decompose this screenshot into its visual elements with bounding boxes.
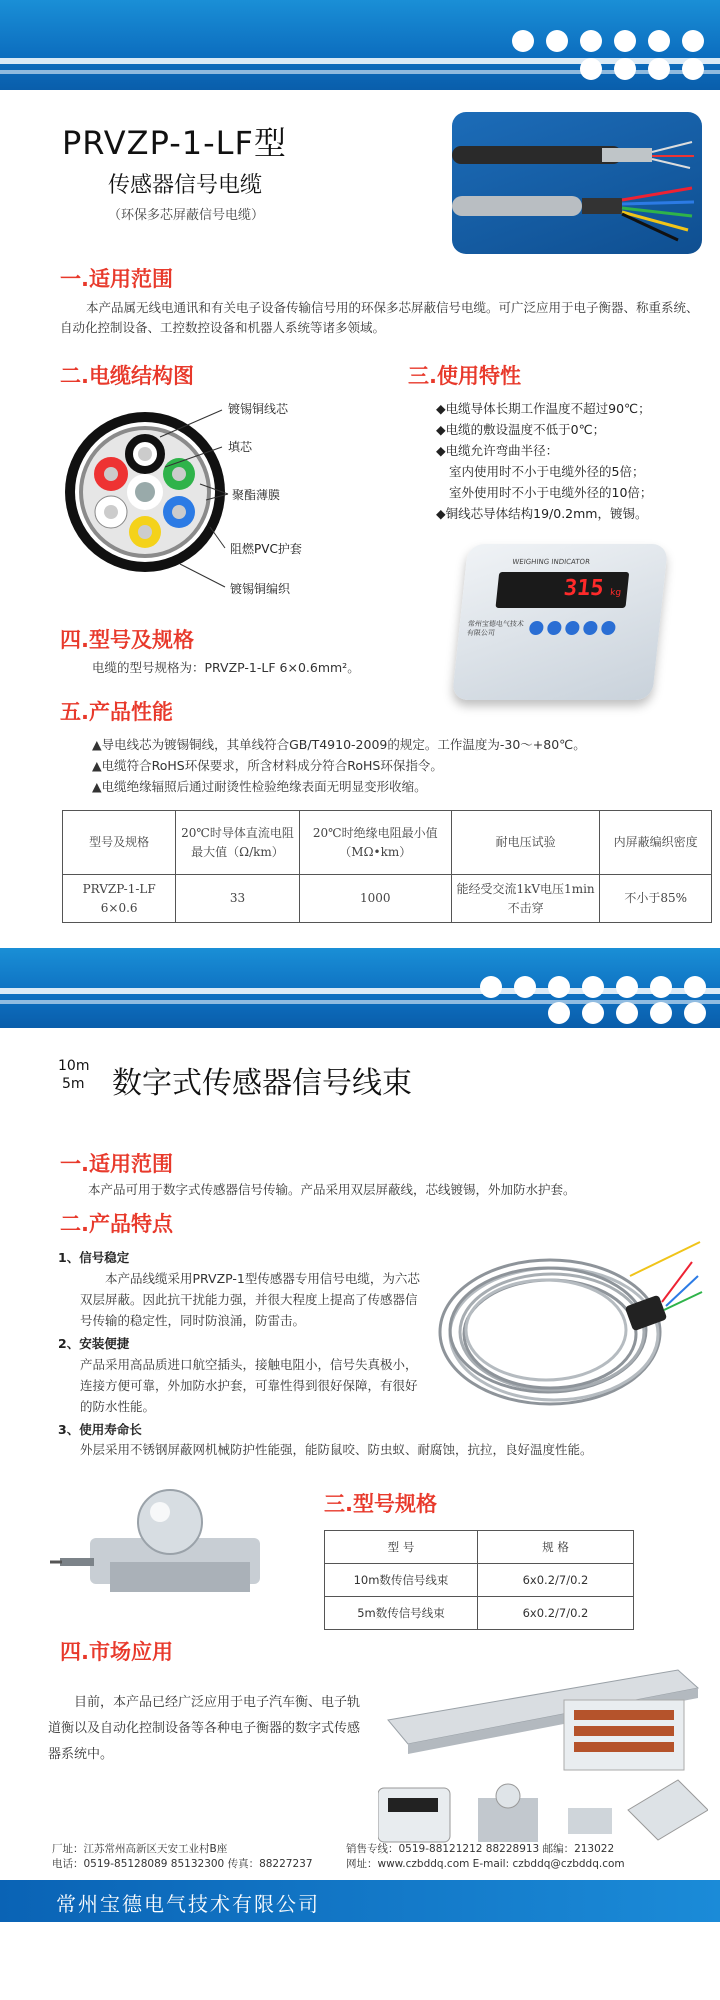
diagram-label-core: 镀锡铜线芯 [228,402,289,416]
section1-text: 本产品属无线电通讯和有关电子设备传输信号用的环保多芯屏蔽信号电缆。可广泛应用于电子衡器、称重系统、自动化控制设备、工控数控设备和机器人系统等诸多领域。 [60,300,699,335]
p2-section1-text: 本产品可用于数字式传感器信号传输。产品采用双层屏蔽线，芯线镀锡，外加防水护套。 [88,1182,576,1197]
page-subtitle: 传感器信号电缆 [108,173,263,198]
table-cell: 10m数传信号线束 [325,1564,478,1597]
section3-item: ◆电缆允许弯曲半径： [436,443,559,458]
indicator-display [495,572,629,608]
section5-list [92,734,712,797]
model-spec-table [324,1530,634,1630]
section1-title: 一.适用范围 [60,267,173,291]
section3-item: 室内使用时不小于电缆外径的5倍； [449,464,645,479]
market-application-image [378,1660,708,1860]
feature2-heading: 2、安装便捷 [58,1336,130,1351]
feature3-heading: 3、使用寿命长 [58,1422,142,1437]
product2-title: 数字式传感器信号线束 [112,1066,412,1101]
indicator-buttons [528,620,616,639]
indicator-unit: kg [609,588,622,598]
section3-item: ◆电缆导体长期工作温度不超过90℃； [436,401,651,416]
section3-list [436,398,716,524]
length-5m: 5m [62,1076,85,1092]
diagram-label-filler: 填芯 [228,440,253,454]
footer-tel: 电话：0519-85128089 85132300 传真：88227237 [52,1858,313,1870]
p2-section4-title: 四.市场应用 [60,1640,173,1664]
weighing-indicator-image [452,544,668,700]
p2-section4-text: 目前，本产品已经广泛应用于电子汽车衡、电子轨道衡以及自动化控制设备等各种电子衡器的数字式传感器系统中。 [48,1695,361,1762]
section4-title: 四.型号及规格 [60,628,194,652]
footer-bar [0,1880,720,1922]
page-title: PRVZP-1-LF型 [62,124,287,162]
middle-banner [0,948,720,1028]
model-table-header [325,1531,634,1564]
cable-photo [452,112,702,254]
table-cell: 5m数传信号线束 [325,1597,478,1630]
table-cell: PRVZP-1-LF 6×0.6 [63,875,176,923]
feature2-text: 产品采用高品质进口航空插头，接触电阻小，信号失真极小，连接方便可靠，外加防水护套，可靠性得到很好保障，有很好的防水性能。 [80,1357,418,1414]
table-cell: 不小于85% [600,875,712,923]
table-header-cell: 20℃时绝缘电阻最小值（MΩ•km） [299,811,451,875]
diagram-label-braid: 镀锡铜编织 [230,582,291,596]
spec-table-header [63,811,712,875]
table-cell: 6x0.2/7/0.2 [478,1597,634,1630]
table-row [325,1564,634,1597]
load-cell-image [50,1478,280,1618]
table-header-cell: 20℃时导体直流电阻最大值（Ω/km） [176,811,299,875]
feature1-text: 本产品线缆采用PRVZP-1型传感器专用信号电缆，为六芯双层屏蔽。因此抗干扰能力强，并很大程度上提高了传感器信号传输的稳定性，同时防浪涌，防雷击。 [80,1271,420,1328]
section4-text: 电缆的型号规格为：PRVZP-1-LF 6×0.6mm²。 [92,660,360,675]
p2-section2-title: 二.产品特点 [60,1212,173,1236]
table-header-cell: 型号及规格 [63,811,176,875]
cable-image [452,112,702,254]
footer-address: 厂址：江苏常州高新区天安工业村B座 [52,1843,228,1855]
footer-sales: 销售专线：0519-88121212 88228913 邮编：213022 [346,1843,615,1855]
table-header-cell: 型 号 [325,1531,478,1564]
section5-title: 五.产品性能 [60,700,173,724]
section5-item: ▲导电线芯为镀锡铜线，其单线符合GB/T4910-2009的规定。工作温度为-30～+80℃。 [92,737,586,752]
p2-section3-title: 三.型号规格 [324,1492,437,1516]
table-header-cell: 耐电压试验 [451,811,599,875]
indicator-label: WEIGHING INDICATOR [511,558,591,566]
section3-item: ◆电缆的敷设温度不低于0℃； [436,422,606,437]
section3-item: 室外使用时不小于电缆外径的10倍； [449,485,653,500]
table-cell: 33 [176,875,299,923]
section3-title: 三.使用特性 [408,364,521,388]
indicator-brand: 常州宝德电气技术有限公司 [466,620,525,637]
section2-title: 二.电缆结构图 [60,364,194,388]
diagram-label-film: 聚酯薄膜 [232,488,281,502]
section5-item: ▲电缆绝缘辐照后通过耐烫性检验绝缘表面无明显变形收缩。 [92,779,427,794]
company-name: 常州宝德电气技术有限公司 [56,1892,320,1916]
footer-web: 网址：www.czbddq.com E-mail: czbddq@czbddq.com [346,1858,625,1870]
p2-section1-title: 一.适用范围 [60,1152,173,1176]
section3-item: ◆铜线芯导体结构19/0.2mm，镀锡。 [436,506,648,521]
page-subtitle-note: （环保多芯屏蔽信号电缆） [108,208,265,223]
table-header-cell: 内屏蔽编织密度 [600,811,712,875]
diagram-label-jacket: 阻燃PVC护套 [230,542,302,556]
section5-item: ▲电缆符合RoHS环保要求，所含材料成分符合RoHS环保指令。 [92,758,443,773]
spec-table [62,810,712,923]
table-cell: 能经受交流1kV电压1min不击穿 [451,875,599,923]
table-cell: 6x0.2/7/0.2 [478,1564,634,1597]
top-banner [0,0,720,90]
cable-structure-diagram [60,392,320,602]
table-cell: 1000 [299,875,451,923]
table-row [325,1597,634,1630]
table-header-cell: 规 格 [478,1531,634,1564]
table-row [63,875,712,923]
indicator-reading: 315 [562,576,605,601]
feature3-text: 外层采用不锈钢屏蔽网机械防护性能强，能防鼠咬、防虫蚁、耐腐蚀，抗拉，良好温度性能。 [80,1442,593,1457]
length-10m: 10m [58,1058,90,1074]
coiled-cable-image [430,1222,710,1422]
feature1-heading: 1、信号稳定 [58,1250,130,1265]
